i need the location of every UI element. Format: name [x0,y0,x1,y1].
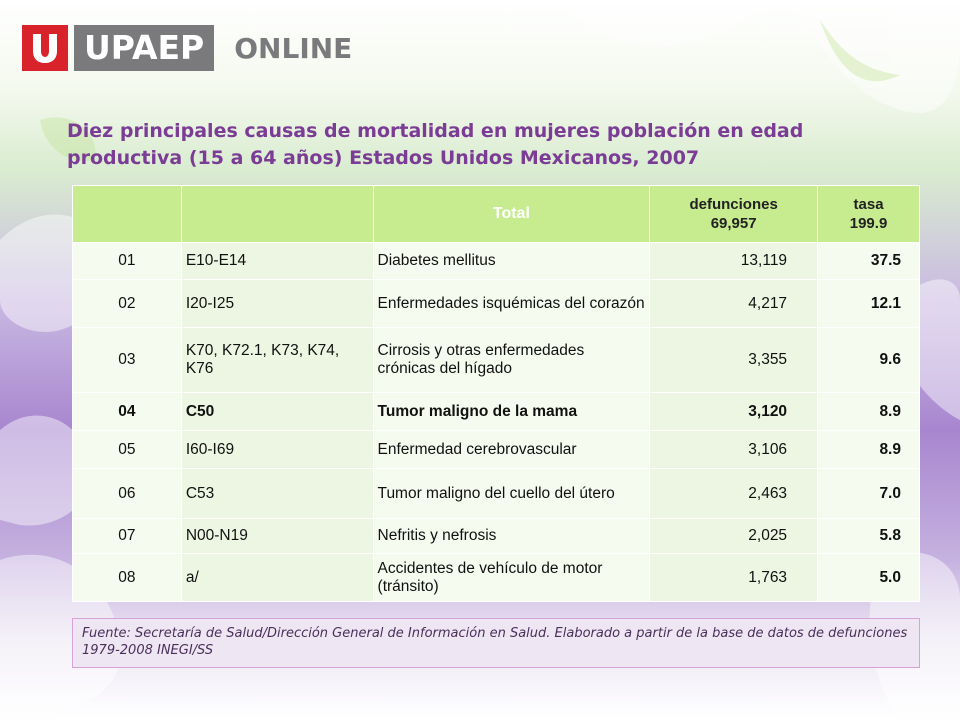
row-rank: 03 [73,328,182,393]
brand-name: UPAEP [74,25,214,71]
table-row [73,554,920,602]
header-tasa-label: tasa [853,196,884,213]
table-row [73,393,920,431]
row-cause: Tumor maligno de la mama [373,393,650,431]
row-deaths: 13,119 [650,243,818,280]
header-defunciones-label: defunciones [689,196,778,213]
row-rate: 7.0 [818,469,920,519]
row-cause: Tumor maligno del cuello del útero [373,469,650,519]
row-deaths: 4,217 [650,280,818,328]
row-code: a/ [181,554,373,602]
row-cause: Diabetes mellitus [373,243,650,280]
header-cell-code [181,186,373,243]
row-rank: 07 [73,519,182,554]
row-deaths: 2,463 [650,469,818,519]
row-rank: 06 [73,469,182,519]
row-rate: 8.9 [818,431,920,469]
header-cell-rank [73,186,182,243]
row-code: C53 [181,469,373,519]
row-deaths: 3,120 [650,393,818,431]
row-rate: 12.1 [818,280,920,328]
row-cause: Enfermedades isquémicas del corazón [373,280,650,328]
header-defunciones-total: 69,957 [710,215,757,232]
row-deaths: 1,763 [650,554,818,602]
row-rate: 9.6 [818,328,920,393]
table-row [73,280,920,328]
table-row [73,243,920,280]
row-cause: Enfermedad cerebrovascular [373,431,650,469]
row-deaths: 2,025 [650,519,818,554]
header-tasa [818,186,920,243]
row-cause: Accidentes de vehículo de motor (tránsito) [373,554,650,602]
table-row [73,519,920,554]
row-rate: 5.0 [818,554,920,602]
row-code: E10-E14 [181,243,373,280]
upaep-u-emblem [22,25,68,71]
row-deaths: 3,355 [650,328,818,393]
brand-suffix: ONLINE [234,31,353,65]
header-tasa-total: 199.9 [849,215,888,232]
row-code: N00-N19 [181,519,373,554]
row-rank: 01 [73,243,182,280]
upaep-online-logo [22,25,352,71]
table-row [73,431,920,469]
header-total-label: Total [373,186,650,243]
row-cause: Cirrosis y otras enfermedades crónicas del hígado [373,328,650,393]
row-rate: 37.5 [818,243,920,280]
table-header-row [73,186,920,243]
row-rate: 8.9 [818,393,920,431]
row-deaths: 3,106 [650,431,818,469]
row-code: C50 [181,393,373,431]
row-rate: 5.8 [818,519,920,554]
row-rank: 02 [73,280,182,328]
row-rank: 04 [73,393,182,431]
row-cause: Nefritis y nefrosis [373,519,650,554]
row-code: I60-I69 [181,431,373,469]
mortality-table [72,185,920,602]
table-row [73,328,920,393]
row-code: I20-I25 [181,280,373,328]
source-note: Fuente: Secretaría de Salud/Dirección General de Información en Salud. Elaborado a partir de la base de datos de defunciones 1979-2008 INEGI/SS [72,618,920,668]
row-code: K70, K72.1, K73, K74, K76 [181,328,373,393]
row-rank: 05 [73,431,182,469]
page-title: Diez principales causas de mortalidad en mujeres población en edad productiva (15 a 64 años) Estados Unidos Mexicanos, 2007 [67,120,804,169]
row-rank: 08 [73,554,182,602]
table-row [73,469,920,519]
header-defunciones [650,186,818,243]
